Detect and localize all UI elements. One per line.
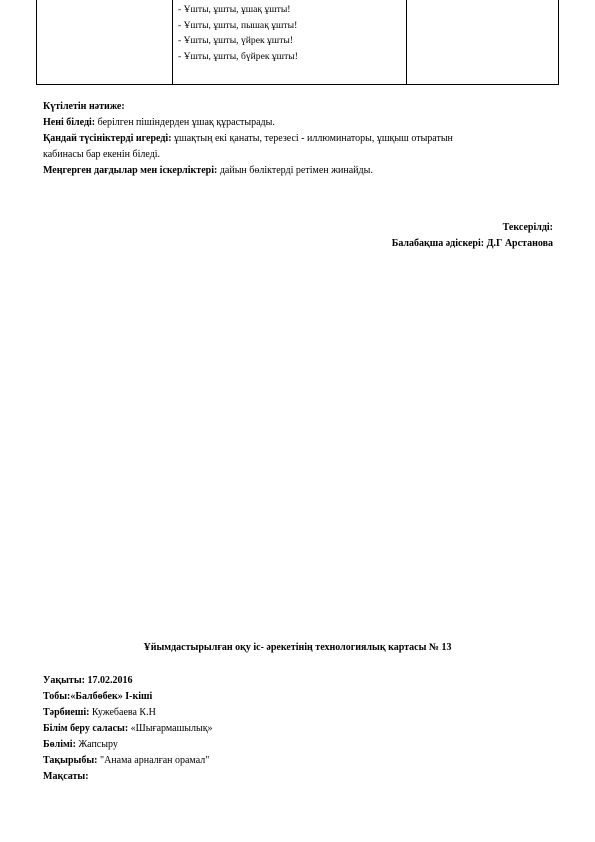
date-label: Уақыты: bbox=[43, 675, 85, 686]
table-cell-empty-right bbox=[407, 0, 559, 85]
section-label: Бөлімі: bbox=[43, 739, 76, 750]
card-details bbox=[43, 673, 553, 785]
topic-value: "Анама арналған орамал" bbox=[97, 755, 210, 766]
checked-label: Тексерілді: bbox=[502, 222, 553, 233]
table-cell-empty bbox=[37, 0, 173, 85]
understands-label: Қандай түсініктерді игереді: bbox=[43, 133, 172, 144]
table-row bbox=[37, 0, 559, 85]
knows-text: берілген пішіндерден ұшақ құрастырады. bbox=[95, 117, 275, 128]
activity-table bbox=[36, 0, 559, 85]
expected-outcome-section bbox=[43, 99, 553, 179]
rhyme-line-2: - Ұшты, ұшты, пышақ ұшты! bbox=[178, 19, 298, 31]
topic-label: Тақырыбы: bbox=[43, 755, 98, 766]
knows-label: Нені біледі: bbox=[43, 117, 96, 128]
group-label: Тобы: bbox=[43, 691, 71, 702]
outcome-heading: Күтілетін нәтиже: bbox=[43, 101, 125, 112]
date-value: 17.02.2016 bbox=[84, 675, 133, 686]
page-title: Ұйымдастырылған оқу іс- әрекетінің технологиялық картасы № 13 bbox=[143, 642, 452, 653]
goal-label: Мақсаты: bbox=[43, 771, 89, 782]
area-value: «Шығармашылық» bbox=[128, 723, 213, 734]
area-label: Білім беру саласы: bbox=[43, 723, 129, 734]
table-cell-rhyme bbox=[173, 0, 407, 85]
methodist-name: Д.Г Арстанова bbox=[484, 238, 553, 249]
understands-text: ұшақтың екі қанаты, терезесі - иллюминаторы, ұшқыш отыратын bbox=[171, 133, 453, 144]
signature-block bbox=[392, 220, 553, 252]
methodist-label: Балабақша әдіскері: bbox=[391, 238, 485, 249]
understands-text-continued: кабинасы бар екенін біледі. bbox=[43, 149, 161, 160]
teacher-label: Тәрбиеші: bbox=[43, 707, 90, 718]
group-value: «Балбөбек» I-кіші bbox=[70, 691, 153, 702]
rhyme-line-4: - Ұшты, ұшты, бүйрек ұшты! bbox=[178, 50, 298, 62]
skills-label: Меңгерген дағдылар мен іскерліктері: bbox=[43, 165, 218, 176]
section-value: Жапсыру bbox=[75, 739, 118, 750]
teacher-value: Кужебаева К.Н bbox=[89, 707, 156, 718]
skills-text: дайын бөліктерді ретімен жинайды. bbox=[217, 165, 373, 176]
rhyme-line-3: - Ұшты, ұшты, үйрек ұшты! bbox=[178, 35, 294, 46]
rhyme-line-1: - Ұшты, ұшты, ұшақ ұшты! bbox=[178, 4, 291, 15]
